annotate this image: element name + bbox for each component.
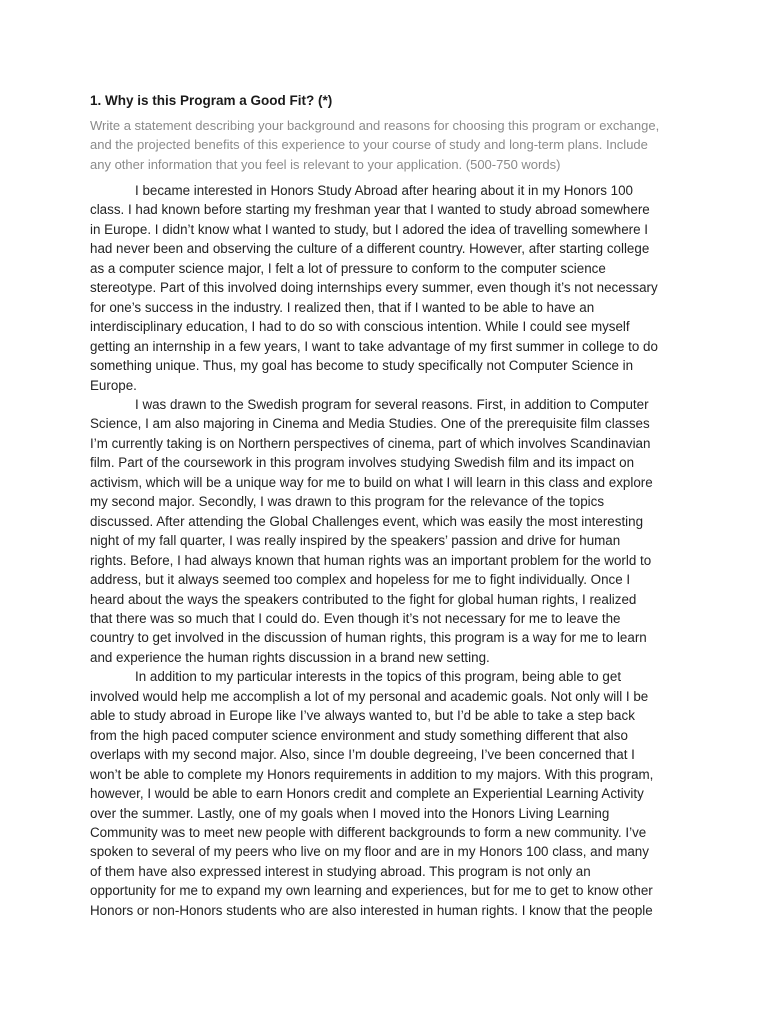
essay-line: getting an internship in a few years, I want to take advantage of my first summer in college to do (90, 338, 658, 354)
essay-body (90, 181, 690, 920)
essay-line: Science, I am also majoring in Cinema and Media Studies. One of the prerequisite film classes (90, 416, 650, 432)
question-heading: 1. Why is this Program a Good Fit? (*) (90, 93, 333, 108)
essay-line: involved would help me accomplish a lot of my personal and academic goals. Not only will I be (90, 688, 649, 704)
essay-line: interdisciplinary education, I had to do so with conscious intention. While I could see myself (90, 319, 630, 335)
essay-line: and experience the human rights discussion in a brand new setting. (90, 649, 490, 665)
essay-line: I’m currently taking is on Northern perspectives of cinema, part of which involves Scandinavian (90, 435, 651, 451)
essay-line: my second major. Secondly, I was drawn to this program for the relevance of the topics (90, 494, 605, 510)
essay-line: able to study abroad in Europe like I’ve always wanted to, but I’d be able to take a step back (90, 708, 635, 724)
essay-line: Europe. (90, 377, 137, 393)
essay-line: rights. Before, I had always known that human rights was an important problem for the world to (90, 552, 652, 568)
essay-line: something unique. Thus, my goal has become to study specifically not Computer Science in (90, 358, 634, 374)
essay-line: for one’s success in the industry. I realized then, that if I wanted to be able to have an (90, 299, 595, 315)
question-instructions (90, 116, 690, 174)
essay-line: had never been and observing the culture of a different country. However, after starting college (90, 241, 650, 257)
essay-line: stereotype. Part of this involved doing internships every summer, even though it’s not necessary (90, 280, 658, 296)
essay-line: in Europe. I didn’t know what I wanted to study, but I adored the idea of travelling somewhere I (90, 221, 649, 237)
paragraph-3-first-line: In addition to my particular interests in the topics of this program, being able to get (135, 669, 622, 685)
essay-line: class. I had known before starting my freshman year that I wanted to study abroad somewhere (90, 202, 650, 218)
essay-line: of them have also expressed interest in studying abroad. This program is not only an (90, 863, 591, 879)
essay-line: as a computer science major, I felt a lot of pressure to conform to the computer science (90, 260, 606, 276)
essay-line: spoken to several of my peers who live on my floor and are in my Honors 100 class, and many (90, 844, 649, 860)
paragraph-1-first-line: I became interested in Honors Study Abroad after hearing about it in my Honors 100 (135, 183, 633, 198)
instruction-line: any other information that you feel is relevant to your application. (500-750 words) (90, 156, 561, 172)
essay-line: discussed. After attending the Global Challenges event, which was easily the most interesting (90, 513, 644, 529)
instruction-line: Write a statement describing your background and reasons for choosing this program or exchange, (90, 118, 660, 133)
instruction-line: and the projected benefits of this experience to your course of study and long-term plans. Include (90, 137, 648, 153)
essay-line: film. Part of the coursework in this program involves studying Swedish film and its impact on (90, 455, 635, 471)
essay-line: overlaps with my second major. Also, since I’m double degreeing, I’ve been concerned that I (90, 747, 635, 763)
essay-line: country to get involved in the discussion of human rights, this program is a way for me to learn (90, 630, 647, 646)
essay-line: Honors or non-Honors students who are also interested in human rights. I know that the people (90, 902, 653, 918)
essay-line: heard about the ways the speakers contributed to the fight for global human rights, I realized (90, 591, 637, 607)
essay-line: address, but it always seemed too complex and hopeless for me to fight individually. Once I (90, 572, 631, 588)
essay-line: Community was to meet new people with different backgrounds to form a new community. I’ve (90, 824, 647, 840)
paragraph-2-first-line: I was drawn to the Swedish program for several reasons. First, in addition to Computer (135, 396, 649, 412)
essay-line: that there was so much that I could do. Even though it’s not necessary for me to leave the (90, 610, 621, 626)
essay-line: however, I would be able to earn Honors credit and complete an Experiential Learning Activity (90, 786, 644, 802)
essay-line: over the summer. Lastly, one of my goals when I moved into the Honors Living Learning (90, 805, 610, 821)
essay-line: opportunity for me to expand my own learning and experiences, but for me to get to know other (90, 883, 653, 899)
essay-line: from the high paced computer science environment and study something different that also (90, 727, 628, 743)
essay-line: activism, which will be a unique way for me to build on what I will learn in this class and explore (90, 474, 653, 490)
essay-line: night of my fall quarter, I was really inspired by the speakers’ passion and drive for human (90, 533, 621, 549)
essay-line: won’t be able to complete my Honors requirements in addition to my majors. With this program, (90, 766, 654, 782)
